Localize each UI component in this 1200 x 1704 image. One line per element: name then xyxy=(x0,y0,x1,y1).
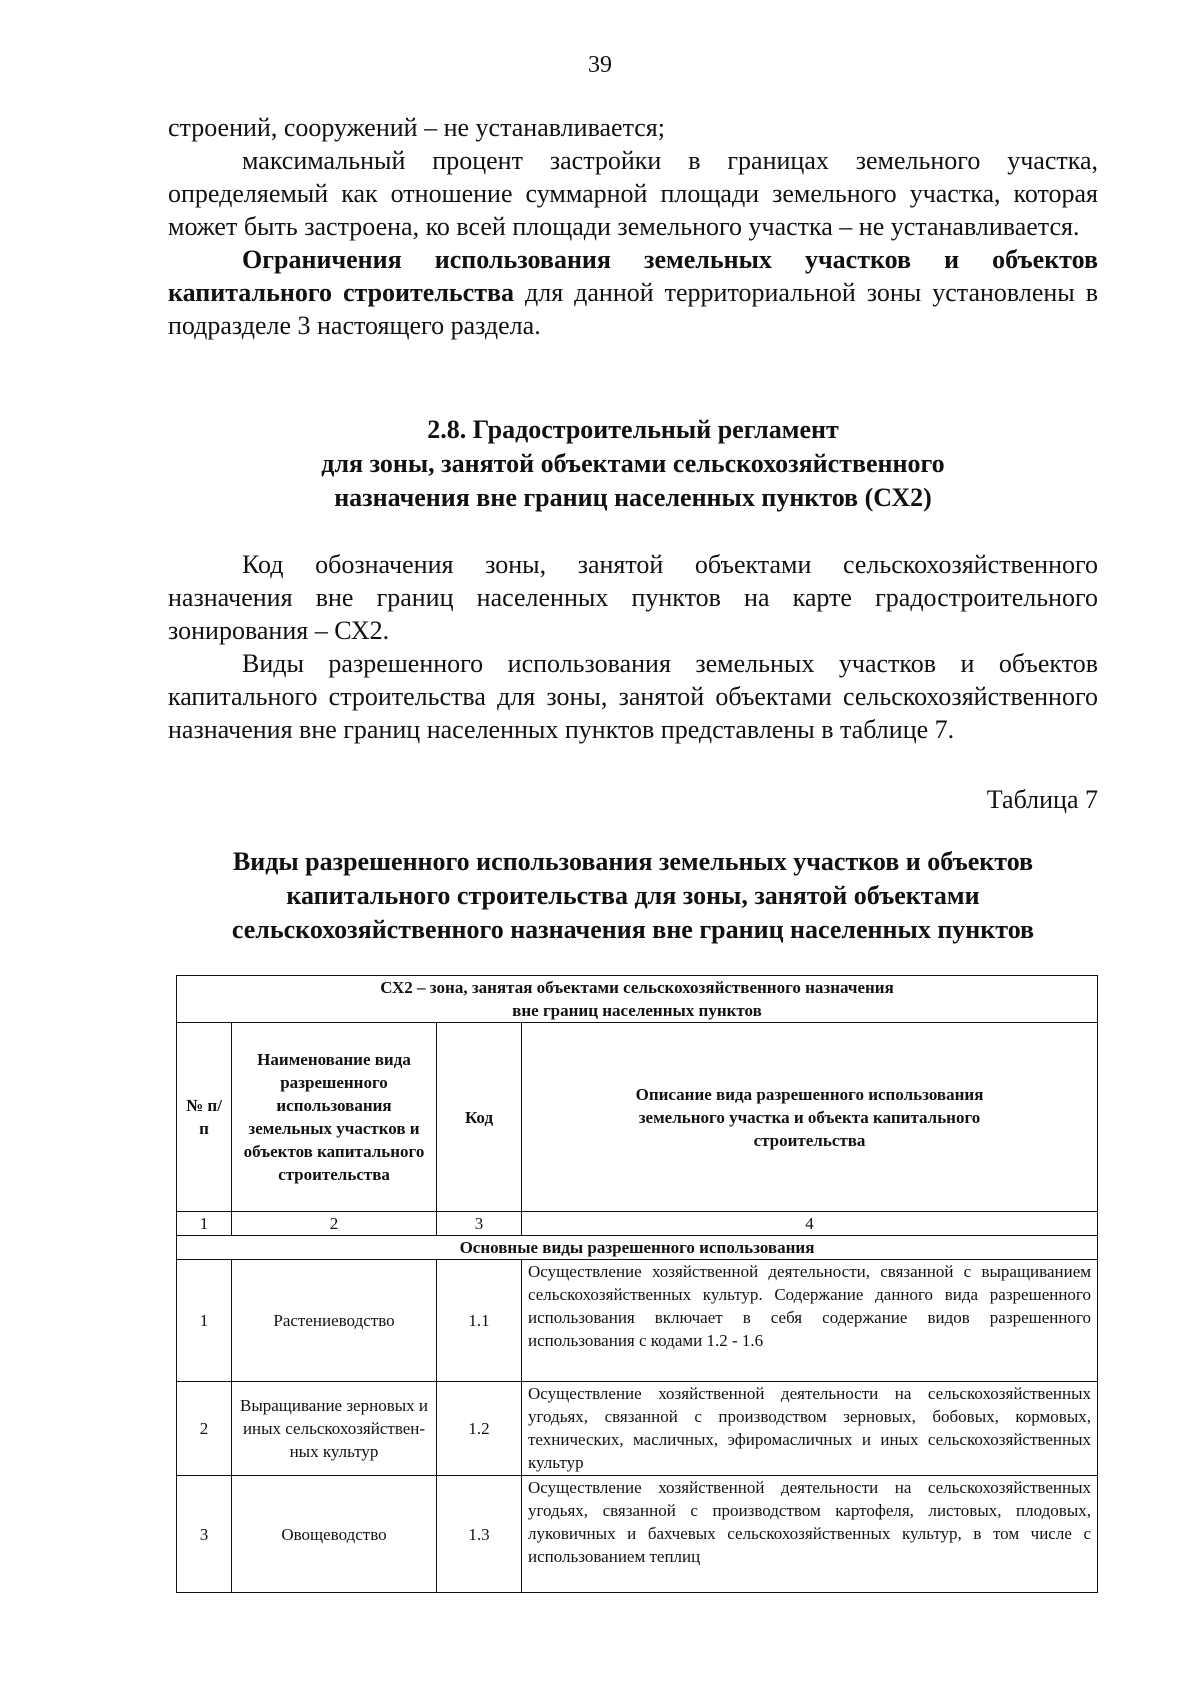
row-code: 1.1 xyxy=(437,1260,522,1382)
table-row xyxy=(177,1260,1098,1382)
table-row xyxy=(177,1476,1098,1593)
col-index-3: 3 xyxy=(437,1212,522,1236)
table-group-row xyxy=(177,1236,1098,1260)
row-name: Растениеводство xyxy=(232,1260,437,1382)
row-name: Выращивание зерновых и иных сельскохозяйствен-ных культур xyxy=(232,1382,437,1476)
row-description: Осуществление хозяйственной деятельности, связанной с выращиванием сельскохозяйственных культур. Содержание данного вида разрешенного использования включает в себя содержание видов разрешенного использования с кодами 1.2 - 1.6 xyxy=(522,1260,1098,1382)
table-title-line-1: Виды разрешенного использования земельных участков и объектов xyxy=(232,847,1034,876)
page-number: 39 xyxy=(588,52,612,78)
body-text-middle xyxy=(168,548,1098,746)
restrictions-rest-text: для данной территориальной зоны установлены в подразделе 3 настоящего раздела. xyxy=(168,278,1098,340)
table-column-header-row xyxy=(177,1023,1098,1212)
row-number: 2 xyxy=(177,1382,232,1476)
section-heading-line-2: для зоны, занятой объектами сельскохозяйственного xyxy=(321,449,945,478)
restrictions-bold-text: Ограничения использования земельных участков и объектов капитального строительства xyxy=(168,245,1098,307)
col-header-code: Код xyxy=(437,1023,522,1212)
row-description: Осуществление хозяйственной деятельности на сельскохозяйственных угодьях, связанной с производством зерновых, бобовых, кормовых, технических, масличных, эфиромасличных и иных сельскохозяйственных культур xyxy=(522,1382,1098,1476)
section-heading-line-3: назначения вне границ населенных пунктов (СХ2) xyxy=(334,483,932,512)
col-index-4: 4 xyxy=(522,1212,1098,1236)
table-title xyxy=(168,845,1098,947)
body-text-top xyxy=(168,111,1098,342)
col-header-number: № п/п xyxy=(177,1023,232,1212)
table-caption: Таблица 7 xyxy=(986,785,1098,814)
col-index-2: 2 xyxy=(232,1212,437,1236)
group-main-uses: Основные виды разрешенного использования xyxy=(177,1236,1098,1260)
table-title-line-2: капитального строительства для зоны, занятой объектами xyxy=(286,881,980,910)
table-title-line-3: сельскохозяйственного назначения вне границ населенных пунктов xyxy=(231,915,1035,944)
row-name: Овощеводство xyxy=(232,1476,437,1593)
section-heading-line-1: 2.8. Градостроительный регламент xyxy=(427,415,839,444)
row-code: 1.3 xyxy=(437,1476,522,1593)
table-zone-header xyxy=(177,976,1098,1023)
row-code: 1.2 xyxy=(437,1382,522,1476)
table-column-index-row xyxy=(177,1212,1098,1236)
zone-header-line-1: СХ2 – зона, занятая объектами сельскохозяйственного назначения xyxy=(380,978,894,997)
section-heading xyxy=(168,413,1098,515)
paragraph-continuation: строений, сооружений – не устанавливается; xyxy=(168,113,665,142)
permitted-use-table xyxy=(176,975,1098,1593)
col-header-name: Наименование вида разрешенного использования земельных участков и объектов капитального строительства xyxy=(232,1023,437,1212)
table-zone-header-row xyxy=(177,976,1098,1023)
col-header-description: Описание вида разрешенного использования земельного участка и объекта капитального строительства xyxy=(522,1023,1098,1212)
table-row xyxy=(177,1382,1098,1476)
row-number: 3 xyxy=(177,1476,232,1593)
paragraph-permitted-uses: Виды разрешенного использования земельных участков и объектов капитального строительства для зоны, занятой объектами сельскохозяйственного назначения вне границ населенных пунктов представлены в таблице 7. xyxy=(168,649,1098,744)
zone-header-line-2: вне границ населенных пунктов xyxy=(512,1001,762,1020)
row-number: 1 xyxy=(177,1260,232,1382)
paragraph-restrictions xyxy=(168,243,1098,342)
col-index-1: 1 xyxy=(177,1212,232,1236)
row-description: Осуществление хозяйственной деятельности на сельскохозяйственных угодьях, связанной с производством картофеля, листовых, плодовых, луковичных и бахчевых сельскохозяйственных культур, в том числе с использованием теплиц xyxy=(522,1476,1098,1593)
paragraph-zone-code: Код обозначения зоны, занятой объектами сельскохозяйственного назначения вне границ населенных пунктов на карте градостроительного зонирования – СХ2. xyxy=(168,550,1098,645)
paragraph-max-percent: максимальный процент застройки в границах земельного участка, определяемый как отношение суммарной площади земельного участка, которая может быть застроена, ко всей площади земельного участка – не устанавливается. xyxy=(168,146,1098,241)
